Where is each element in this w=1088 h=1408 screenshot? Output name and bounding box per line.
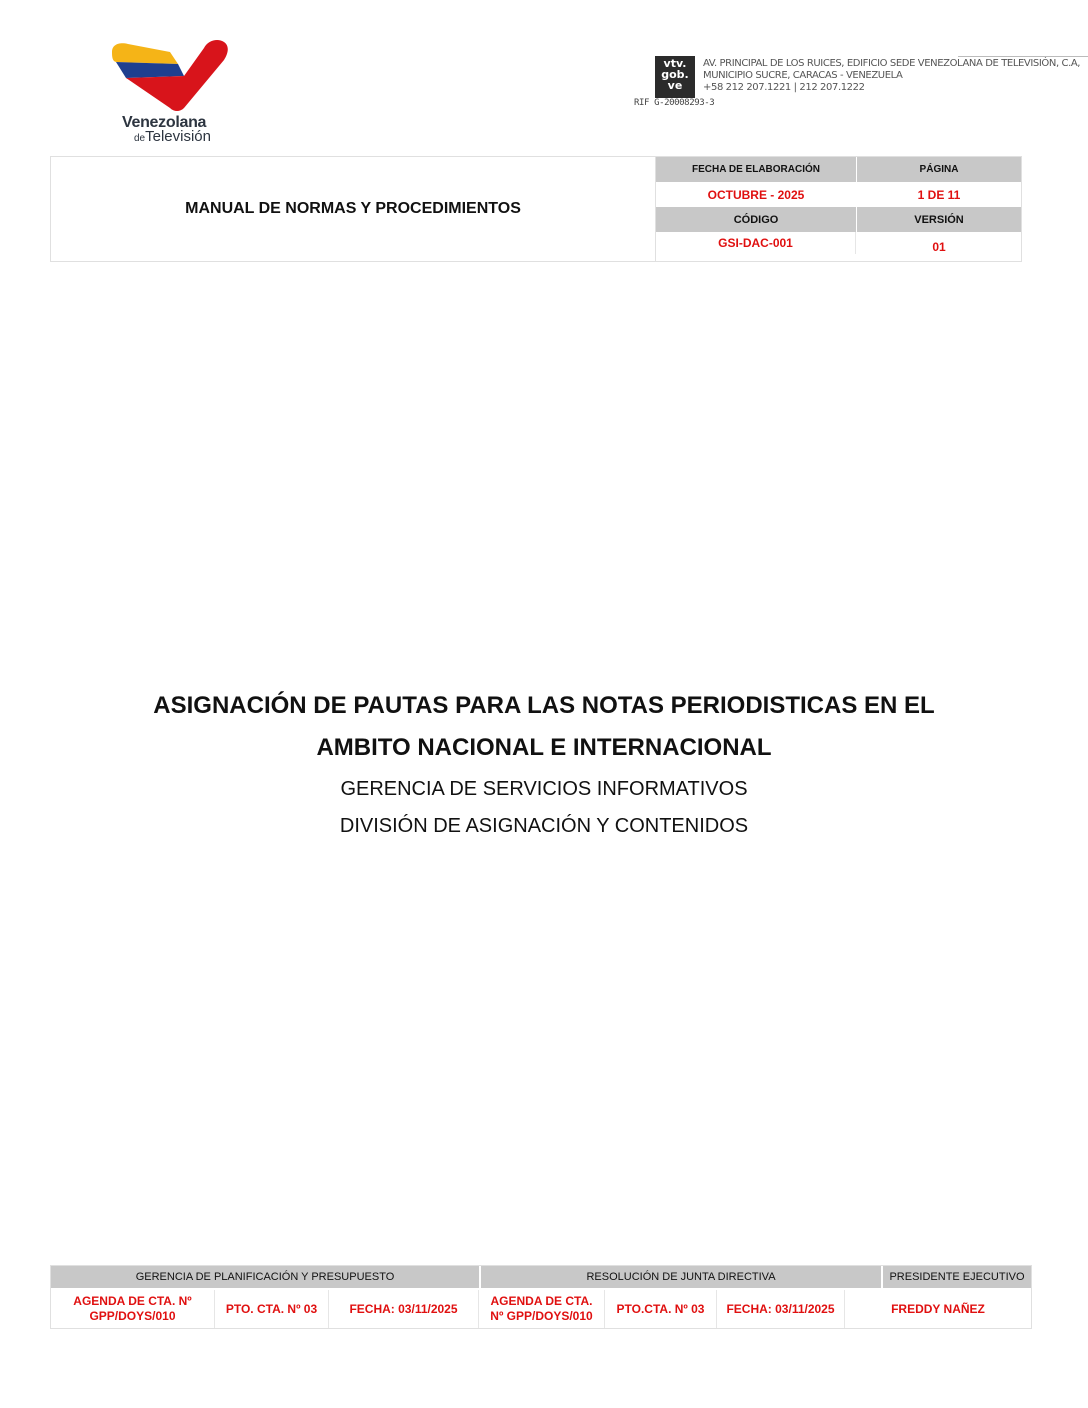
department-name: GERENCIA DE SERVICIOS INFORMATIVOS xyxy=(340,778,748,800)
logo-name-line2 xyxy=(134,128,211,145)
badge-line-1: vtv. xyxy=(663,57,687,70)
junta-fecha: FECHA: 03/11/2025 xyxy=(717,1290,845,1328)
version-value: 01 xyxy=(857,234,1021,259)
pagina-value: 1 DE 11 xyxy=(857,182,1021,207)
logo-name-line1: Venezolana xyxy=(122,114,207,131)
rif-number: RIF G-20008293-3 xyxy=(634,98,715,108)
division-name: DIVISIÓN DE ASIGNACIÓN Y CONTENIDOS xyxy=(339,815,749,837)
gerencia-planificacion-header: GERENCIA DE PLANIFICACIÓN Y PRESUPUESTO xyxy=(51,1266,479,1288)
document-title-line-2: AMBITO NACIONAL E INTERNACIONAL xyxy=(316,734,772,761)
fecha-elaboracion-label: FECHA DE ELABORACIÓN xyxy=(656,157,856,182)
document-title-line-1: ASIGNACIÓN DE PAUTAS PARA LAS NOTAS PERIODISTICAS EN EL xyxy=(153,692,935,719)
presidente-ejecutivo-header: PRESIDENTE EJECUTIVO xyxy=(883,1266,1031,1288)
address-line-3: +58 212 207.1221 | 212 207.1222 xyxy=(703,82,865,93)
address-line-2: MUNICIPIO SUCRE, CARACAS - VENEZUELA xyxy=(703,70,903,81)
manual-title: MANUAL DE NORMAS Y PROCEDIMIENTOS xyxy=(51,157,656,261)
junta-pto-cta: PTO.CTA. Nº 03 xyxy=(605,1290,717,1328)
gpp-fecha: FECHA: 03/11/2025 xyxy=(329,1290,479,1328)
logo-name-television: Televisión xyxy=(145,128,211,145)
codigo-label: CÓDIGO xyxy=(656,207,856,232)
badge-line-3: ve xyxy=(667,79,683,92)
badge-line-2: gob. xyxy=(661,68,689,81)
junta-agenda-cta: AGENDA DE CTA. Nº GPP/DOYS/010 xyxy=(479,1290,605,1328)
resolucion-junta-header: RESOLUCIÓN DE JUNTA DIRECTIVA xyxy=(481,1266,881,1288)
approval-footer-table xyxy=(50,1265,1032,1329)
fecha-elaboracion-value: OCTUBRE - 2025 xyxy=(656,182,856,207)
logo-name-de: de xyxy=(134,133,146,144)
gpp-agenda-cta: AGENDA DE CTA. Nº GPP/DOYS/010 xyxy=(51,1290,215,1328)
header-divider-line xyxy=(958,56,1088,57)
vtv-gob-ve-badge xyxy=(655,56,695,98)
company-address xyxy=(703,58,1080,94)
document-header-table xyxy=(50,156,1022,262)
presidente-nombre: FREDDY NAÑEZ xyxy=(891,1301,985,1316)
gpp-pto-cta: PTO. CTA. Nº 03 xyxy=(215,1290,329,1328)
codigo-value: GSI-DAC-001 xyxy=(656,232,856,254)
pagina-label: PÁGINA xyxy=(857,157,1021,182)
version-label: VERSIÓN xyxy=(857,207,1021,232)
address-line-1: AV. PRINCIPAL DE LOS RUICES, EDIFICIO SEDE VENEZOLANA DE TELEVISIÓN, C.A, xyxy=(703,58,1081,69)
